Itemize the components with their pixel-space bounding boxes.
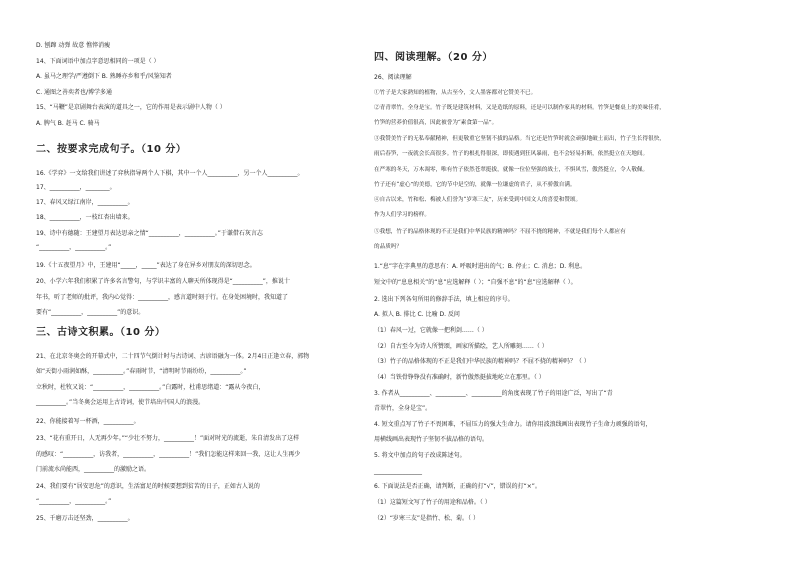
- question-line: 17、春风又绿江南岸，__________。: [36, 199, 134, 206]
- section-heading: 三、古诗文积累。（10 分）: [36, 327, 166, 338]
- question-line: A. 脾气 B. 赶马 C. 骑马: [36, 120, 100, 127]
- question-line: 22、你能接着写一杯酒，__________。: [36, 418, 140, 425]
- question-line: A. 虽马之理学/严遵倒下 B. 熟睡亦乡和乎/风鉴知者: [36, 73, 172, 80]
- question-line: 要有“__________，__________”的意识。: [36, 309, 145, 316]
- question-line: （4）当铁骨铮铮没有准确时，新竹傲然挺拔地屹立在那里。（ ）: [374, 374, 545, 381]
- question-line: 立秋时，杜牧又说：“__________，__________。”白露时，杜甫思绪道：“露从今夜白，: [36, 384, 265, 391]
- question-line: 20、小学六年我们积累了许多名言警句，与学识丰富的人聊天所体现得是“__________”，推说十: [36, 278, 290, 285]
- question-line: 1.“息”字在字典里的意思有：A. 呼吸时进出的气；B. 停止；C. 消息；D. 利息。: [374, 263, 587, 270]
- question-line: 16.《学弈》一文给我们讲述了弈秋指导两个人下棋，其中一个人__________，另一个人__________。: [36, 170, 304, 177]
- question-line: （2）自古至今为诗人所赞颂，画家所描绘，艺人所雕刻……（ ）: [374, 343, 548, 350]
- passage-line: 在严寒的冬天，万木凋零，唯有竹子依然苍翠挺拔，就像一位位坚强的战士，不惧风雪，傲然挺立，令人敬佩。: [374, 167, 649, 173]
- question-line: 6. 下面说法是否正确，请判断，正确的打“√”，错误的打“×”。: [374, 483, 541, 490]
- question-line: ________________: [374, 468, 422, 475]
- question-line: “__________，__________。”: [36, 498, 112, 505]
- question-line: __________。”当冬奥会运用上古诗词，使节培出中国人的浪漫。: [36, 399, 205, 406]
- question-line: （2）“岁寒三友”是指竹、松、菊。（ ）: [374, 515, 479, 522]
- passage-line: ③我赞美竹子的无私奉献精神，但更敬重它坚韧不拔的品格。当它还是竹笋时就会顽强地破土而出，竹子生长得很快，: [374, 136, 665, 142]
- passage-line: ④自古以来，竹和松、梅被人们誉为“岁寒三友”，历来受到中国文人的喜爱和赞颂。: [374, 197, 582, 203]
- question-line: 4. 短文重点写了竹子不畏困难，不屈压力的强大生命力。请你用波浪线画出表现竹子生命力顽强的语句，: [374, 421, 652, 428]
- section-heading: 二、按要求完成句子。（10 分）: [36, 144, 187, 155]
- question-line: 21、在北京冬奥会的开幕式中，二十四节气倒计时与古诗词、古谚语融为一体。2月4日正逢立春，郭物: [36, 353, 310, 360]
- question-line: D. 刨蹿 动弹 故意 憔悴消瘦: [36, 42, 111, 49]
- question-line: 用横线画出表现竹子坚韧不拔品格的语句。: [374, 436, 489, 443]
- passage-line: ①竹子是大家熟知的植物，从古至今，文人墨客都对它赞美不已。: [374, 90, 537, 96]
- passage-line: ②青青翠竹，全身是宝。竹子既是建筑材料，又是造纸的原料，还是可以制作家具的材料。竹笋是餐桌上的美味佳肴，: [374, 105, 665, 111]
- question-line: （3）竹子的品格体现的不正是我们中华民族的精神吗？不屈不挠的精神吗？（ ）: [374, 358, 590, 365]
- question-line: 18、__________，一枝红杏出墙来。: [36, 214, 134, 221]
- passage-line: 雨后春笋，一夜就会长高很多。竹子的根扎得很深，即使遇到狂风暴雨，也不会轻易折断，依然挺立在天地间。: [374, 151, 649, 157]
- question-line: 的感叹：“__________，访我者，__________，__________！”我们怎能这样来回一我，这让人生再少: [36, 451, 301, 458]
- question-line: A. 拟人 B. 排比 C. 比喻 D. 反问: [374, 311, 460, 318]
- question-line: 26、阅读理解: [374, 74, 412, 81]
- passage-line: 的品质吗？: [374, 244, 402, 250]
- section-heading: 四、阅读理解。（20 分）: [374, 52, 493, 63]
- question-line: C. 通图之善奕者也/博学多通: [36, 89, 113, 96]
- question-line: 青翠竹，全身是宝”。: [374, 405, 432, 412]
- question-line: 短文中的“息息相关”的“息”应选解释（ ）；“自强不息”的“息”应选解释（ ）。: [374, 279, 577, 286]
- passage-line: 竹笋的营养价值很高，因此被誉为“素食第一品”。: [374, 120, 498, 126]
- question-line: 24、我们要有“居安思危”的意识，生活富足的时候要想到贫苦的日子，正如古人说的: [36, 483, 260, 490]
- question-line: 19、诗中有德随：王建望月表达思亲之情“__________，__________。”于谦借石灰言志: [36, 230, 263, 237]
- question-line: （1）这篇短文写了竹子的用途和品格。（ ）: [374, 499, 491, 506]
- question-line: 14、下面词语中加点字意思相同的一项是（ ）: [36, 58, 160, 65]
- question-line: 2. 选出下列各句所用的修辞手法，填上相应的序号。: [374, 296, 514, 303]
- question-line: 23、“花有重开日，人无再少年。”“少壮不努力，__________！”面对时光的流逝，朱自清发出了这样: [36, 435, 300, 442]
- passage-line: ⑤我想，竹子的品格体现的不正是我们中华民族的精神吗？不屈不挠的精神，不就是我们每个人都应有: [374, 229, 626, 235]
- passage-line: 竹子还有“虚心”的美德，它的节中是空的，就像一位谦虚的君子，从不骄傲自满。: [374, 182, 576, 188]
- question-line: 门前流水尚能西，__________的激励之语。: [36, 466, 151, 473]
- question-line: 17、__________，________。: [36, 184, 116, 191]
- question-line: （1）春风一过，它就像一把利剑……（ ）: [374, 327, 488, 334]
- question-line: 19.《十五夜望月》中，王建用“_____，_____”表达了身在异乡对朋友的深切思念。: [36, 262, 256, 269]
- question-line: 年书，听了老师的批评，我内心觉得：__________，感言道时刻于行。在身处困境时，我知道了: [36, 294, 289, 301]
- question-line: 3. 作者从__________、__________、__________的角度表现了竹子的用途广泛，写出了“青: [374, 390, 613, 397]
- question-line: 5. 将文中加点的句子改成陈述句。: [374, 452, 466, 459]
- question-line: 15、“马鞭”是京剧舞台表演的道具之一，它的作用是表示剧中人物（ ）: [36, 104, 226, 111]
- question-line: “__________，__________。”: [36, 244, 112, 251]
- question-line: 25、千磨万击还坚劲，__________。: [36, 515, 134, 522]
- passage-line: 作为人们学习的榜样。: [374, 212, 430, 218]
- question-line: 如“天街小雨润如酥，__________。”春雨时节，“清明时节雨纷纷，__________。”: [36, 368, 247, 375]
